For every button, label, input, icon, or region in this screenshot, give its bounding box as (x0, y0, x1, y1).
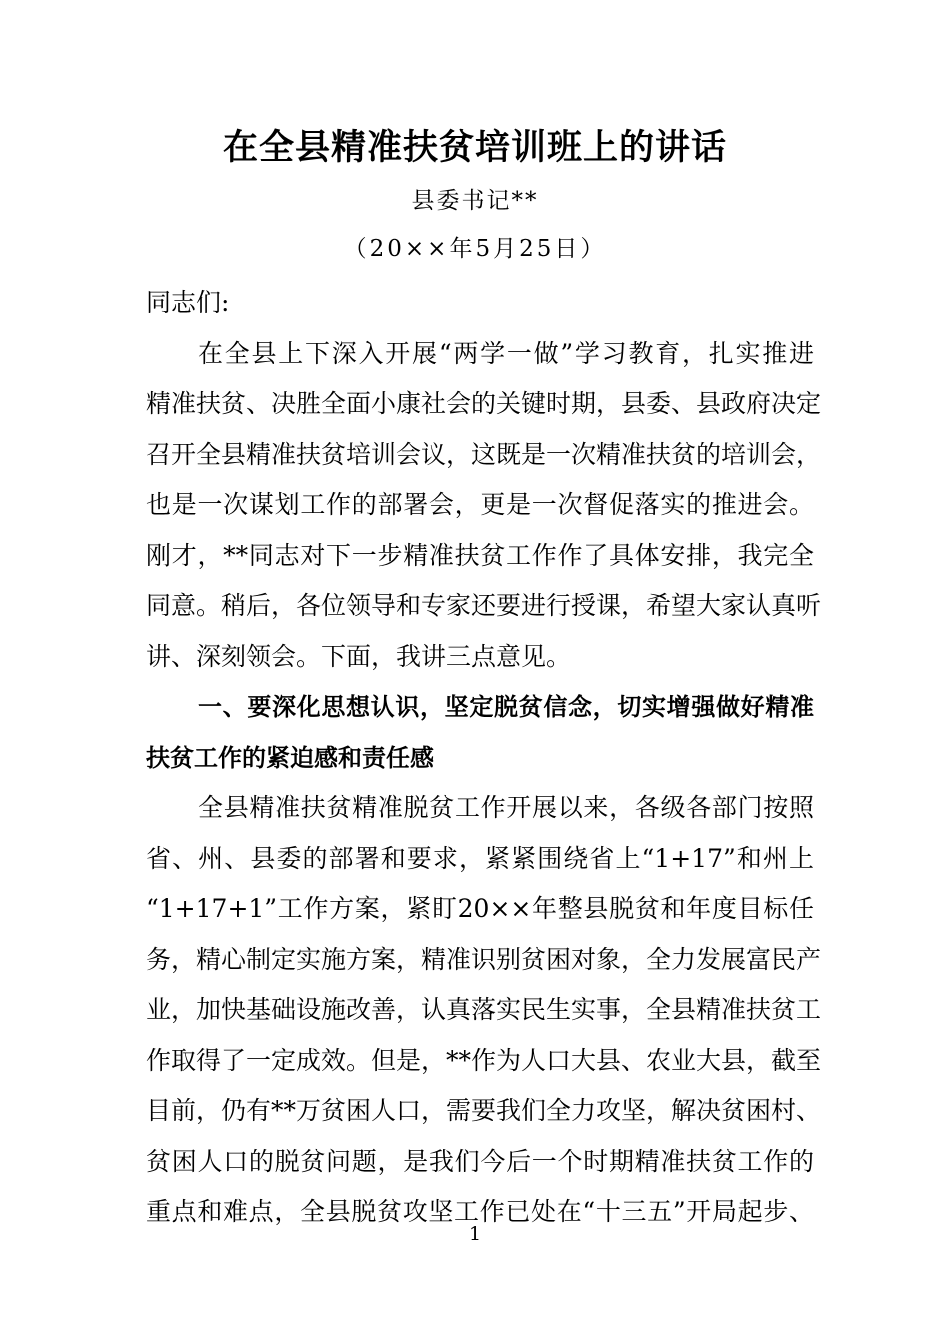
document-title: 在全县精准扶贫培训班上的讲话 (222, 127, 727, 168)
paragraph-2-line: 业，加快基础设施改善，认真落实民生实事，全县精准扶贫工 (146, 995, 822, 1024)
section-heading-line: 扶贫工作的紧迫感和责任感 (146, 743, 434, 772)
author-line: 县委书记** (411, 188, 539, 214)
paragraph-1-line: 精准扶贫、决胜全面小康社会的关键时期，县委、县政府决定 (146, 389, 822, 418)
date-line: （20××年5月25日） (343, 236, 607, 262)
paragraph-1-line: 在全县上下深入开展“两学一做”学习教育，扎实推进 (198, 338, 814, 368)
paragraph-2-line: 省、州、县委的部署和要求，紧紧围绕省上“1+17”和州上 (146, 843, 814, 873)
paragraph-1-line: 召开全县精准扶贫培训会议，这既是一次精准扶贫的培训会， (146, 439, 822, 469)
document-body (146, 278, 822, 1238)
page-number: 1 (468, 1223, 482, 1245)
paragraph-1-line: 同意。稍后，各位领导和专家还要进行授课，希望大家认真听 (146, 591, 822, 620)
paragraph-1-line: 也是一次谋划工作的部署会，更是一次督促落实的推进会。 (146, 490, 814, 519)
paragraph-2-line: “1+17+1”工作方案，紧盯20××年整县脱贫和年度目标任 (146, 894, 814, 923)
paragraph-2-line: 作取得了一定成效。但是，**作为人口大县、农业大县，截至 (146, 1045, 822, 1075)
paragraph-2-line: 重点和难点，全县脱贫攻坚工作已处在“十三五”开局起步、 (146, 1197, 814, 1226)
section-heading-line: 一、要深化思想认识，坚定脱贫信念，切实增强做好精准 (198, 693, 814, 721)
salutation: 同志们: (146, 288, 230, 317)
paragraph-2-line: 贫困人口的脱贫问题，是我们今后一个时期精准扶贫工作的 (146, 1146, 814, 1176)
paragraph-1-line: 讲、深刻领会。下面，我讲三点意见。 (146, 641, 572, 671)
paragraph-2-line: 全县精准扶贫精准脱贫工作开展以来，各级各部门按照 (198, 793, 814, 822)
paragraph-2-line: 目前，仍有**万贫困人口，需要我们全力攻坚，解决贫困村、 (146, 1096, 822, 1125)
paragraph-2-line: 务，精心制定实施方案，精准识别贫困对象，全力发展富民产 (146, 944, 822, 974)
paragraph-1-line: 刚才，**同志对下一步精准扶贫工作作了具体安排，我完全 (146, 540, 814, 570)
